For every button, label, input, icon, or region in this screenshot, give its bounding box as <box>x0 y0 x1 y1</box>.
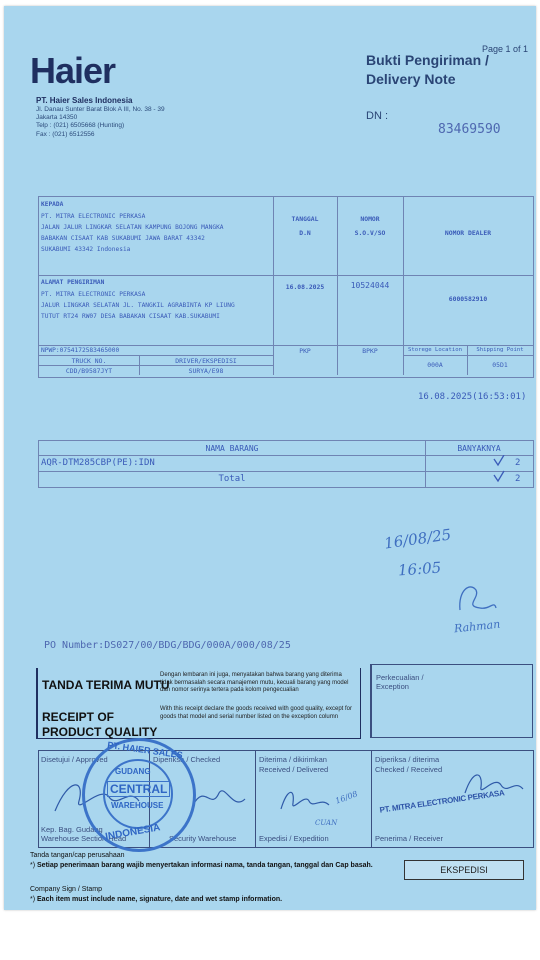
storage-location-value: 000A <box>427 361 443 369</box>
truck-label: TRUCK NO. <box>71 357 107 365</box>
receipt-quality-section <box>36 668 361 739</box>
checker-signature-icon <box>189 781 249 821</box>
footer-line1-title: Tanda tangan/cap perusahaan <box>30 852 125 859</box>
checked-label: Diperiksa / Checked <box>153 755 221 764</box>
handwritten-name: Rahman <box>453 617 501 636</box>
print-timestamp: 16.08.2025(16:53:01) <box>418 392 527 402</box>
tanggal-header: TANGGAL <box>291 215 319 223</box>
expedition-label: Expedisi / Expedition <box>259 834 329 843</box>
footer-line1: *) Setiap penerimaan barang wajib menyertakan informasi nama, tanda tangan, tanggal dan Cap basah. <box>30 862 373 869</box>
handwritten-time: 16:05 <box>397 558 442 580</box>
receiver-company-stamp: PT. MITRA ELECTRONIC PERKASA <box>378 788 505 815</box>
document-title-id: Bukti Pengiriman / <box>366 52 489 68</box>
handwritten-date-2: 16/08 <box>334 789 359 806</box>
truck-value: CDD/B9587JYT <box>65 367 113 375</box>
nomor-sub: S.O.V/SO <box>354 229 386 237</box>
shipping-point-value: 05D1 <box>492 361 508 369</box>
company-name: PT. Haier Sales Indonesia <box>36 96 133 105</box>
banyaknya-header: BANYAKNYA <box>457 444 501 453</box>
tanda-terima-title: TANDA TERIMA MUTU <box>42 678 170 692</box>
alamat-label: ALAMAT PENGIRIMAN <box>41 279 105 286</box>
storage-location-label: Storege Location <box>408 347 462 353</box>
exception-box <box>370 664 533 738</box>
approved-label: Disetujui / Approved <box>41 755 108 764</box>
npwp: NPWP:0754172583465000 <box>41 347 120 354</box>
kepada-address: PT. MITRA ELECTRONIC PERKASA JALAN JALUR LINGKAR SELATAN KAMPUNG BOJONG MANGKA BABAKAN CISAAT KAB SUKABUMI JAWA BARAT 43342 SUKABUMI 43342 Indonesia <box>41 213 224 253</box>
handwritten-date: 16/08/25 <box>383 525 453 553</box>
exception-label: Perkecualian / Exception <box>376 673 424 691</box>
receipt-text-en: With this receipt declare the goods received with good quality, except for goods that model and serial number listed on the exception column <box>160 706 352 720</box>
footer-line2: *) Each item must include name, signature, date and wet stamp information. <box>30 896 283 903</box>
kepada-label: KEPADA <box>41 201 64 208</box>
ekspedisi-box: EKSPEDISI <box>404 860 524 880</box>
item-qty: 2 <box>515 458 521 468</box>
expedition-signature-icon <box>275 779 335 819</box>
checkmark-icons <box>492 455 522 489</box>
nomor-value: 10524044 <box>350 281 390 290</box>
tanda-terima-text: Dengan lembaran ini juga, menyatakan bahwa barang yang diterima tidak bermasalah secara manajemen mutu, kecuali barang yang model dan nomor serinya tertera pada kolom pengecualian <box>160 672 349 694</box>
company-address: Jl. Danau Sunter Barat Blok A III, No. 38 - 39 Jakarta 14350 Telp : (021) 6505668 (Hunting) Fax : (021) 6512556 <box>36 106 165 138</box>
receiver-label: Penerima / Receiver <box>375 834 443 843</box>
total-label: Total <box>218 474 246 484</box>
dn-number: 83469590 <box>438 122 501 137</box>
items-table <box>38 440 534 488</box>
warehouse-head-label: Kep. Bag. Gudang Warehouse Section Head <box>41 825 127 843</box>
tanggal-sub: D.N <box>299 229 311 237</box>
driver-value: SURYA/E98 <box>188 367 224 375</box>
po-number: PO Number:DS027/00/BDG/BDG/000A/000/08/25 <box>44 640 291 651</box>
handwritten-name-2: CUAN <box>315 819 338 827</box>
bpkp-label: BPKP <box>362 347 378 355</box>
item-name: AQR-DTM285CBP(PE):IDN <box>41 458 155 468</box>
document-title-en: Delivery Note <box>366 71 456 87</box>
nama-barang-header: NAMA BARANG <box>205 444 259 453</box>
dealer-header: NOMOR DEALER <box>444 229 492 237</box>
footer-line2-title: Company Sign / Stamp <box>30 886 102 893</box>
security-warehouse-label: Security Warehouse <box>169 834 237 843</box>
total-qty: 2 <box>515 474 521 484</box>
dn-label: DN : <box>366 110 388 122</box>
page-indicator: Page 1 of 1 <box>482 44 529 54</box>
receiver-signature-icon <box>459 765 529 805</box>
checked-received-label: Diperiksa / diterima Checked / Received <box>375 755 443 774</box>
tanggal-value: 16.08.2025 <box>285 283 325 291</box>
info-table <box>38 196 534 378</box>
dealer-value: 6000582910 <box>448 295 488 303</box>
receipt-title-en: RECEIPT OF PRODUCT QUALITY <box>42 710 158 739</box>
haier-logo: Haier <box>30 50 116 91</box>
nomor-header: NOMOR <box>360 215 380 223</box>
signature-scribble-icon <box>450 580 500 620</box>
alamat-address: PT. MITRA ELECTRONIC PERKASA JALUR LINGKAR SELATAN JL. TANGKIL AGRABINTA KP LIUNG TUTUT RT24 RW07 DESA BABAKAN CISAAT KAB.SUKABUMI <box>41 291 235 320</box>
received-delivered-label: Diterima / dikirimkan Received / Delivered <box>259 755 329 774</box>
pkp-label: PKP <box>299 347 311 355</box>
warehouse-stamp: PT. HAIER SALES GUDANG CENTRAL WAREHOUSE INDONESIA <box>82 738 196 852</box>
driver-label: DRIVER/EKSPEDISI <box>175 357 237 365</box>
shipping-point-label: Shipping Point <box>476 347 524 353</box>
